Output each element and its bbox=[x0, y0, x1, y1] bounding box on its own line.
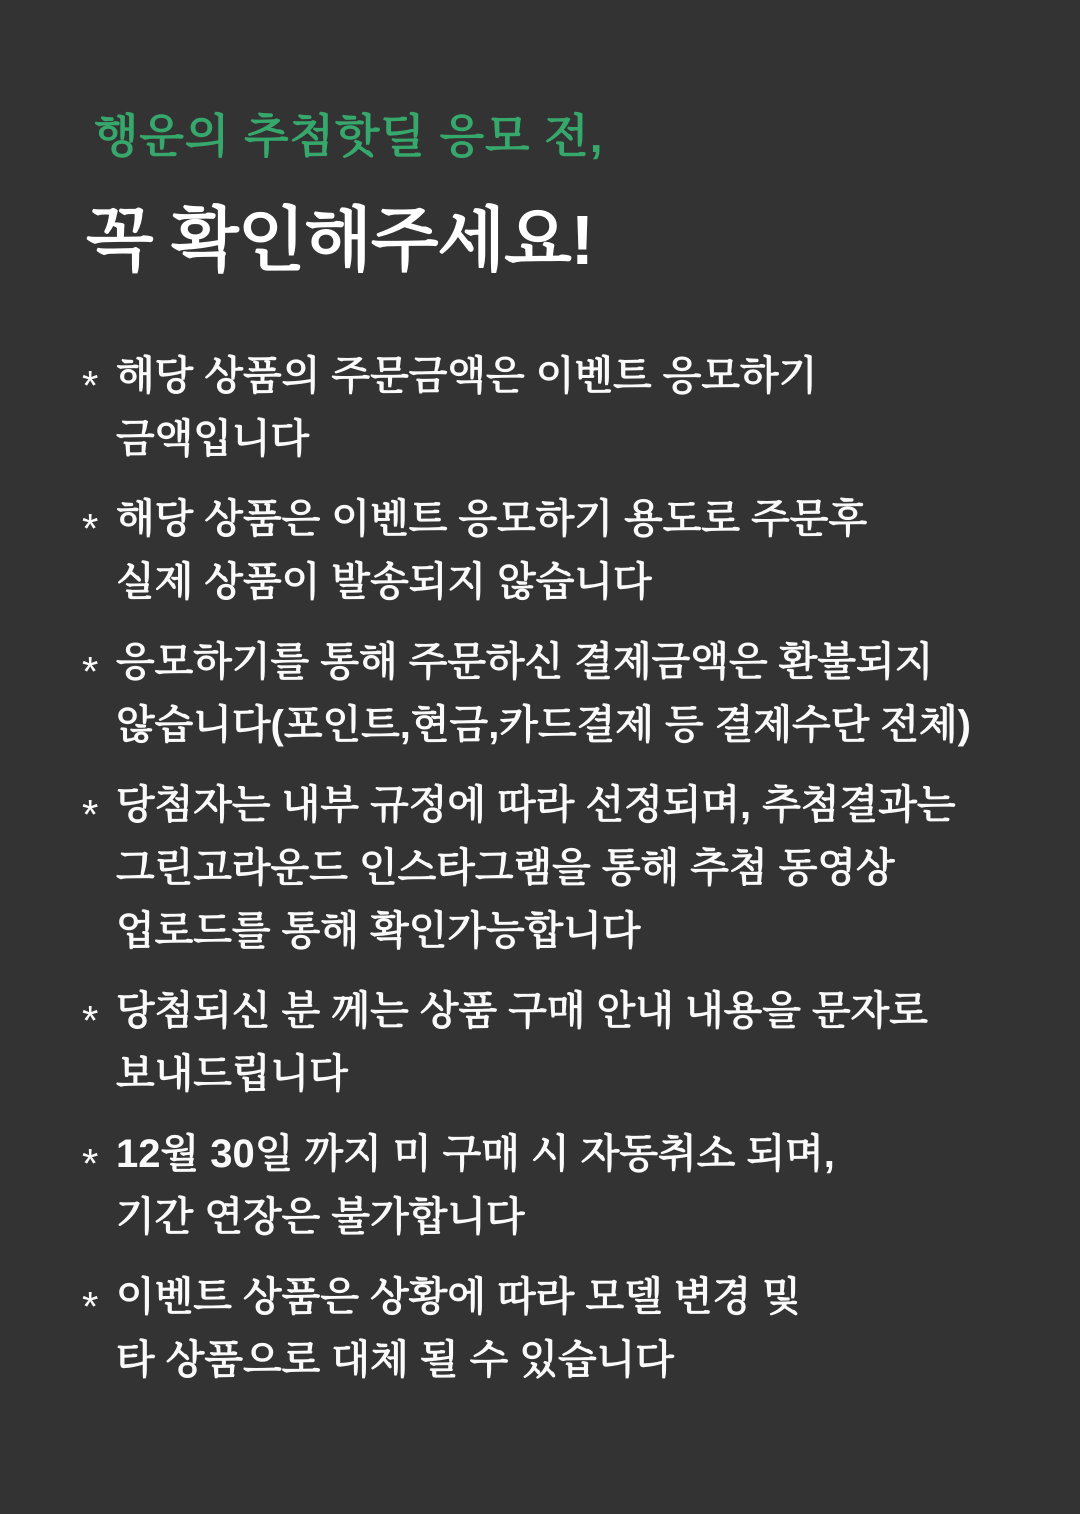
page-title: 꼭 확인해주세요! bbox=[86, 201, 594, 279]
notice-text bbox=[116, 488, 1032, 614]
notice-text bbox=[116, 631, 1032, 757]
notice-line: 당첨자는 내부 규정에 따라 선정되며, 추첨결과는 bbox=[116, 783, 956, 827]
notice-item bbox=[82, 488, 1032, 614]
notice-item bbox=[82, 1266, 1032, 1392]
notice-line: 12월 30일 까지 미 구매 시 자동취소 되며, bbox=[116, 1132, 835, 1176]
notice-line: 이벤트 상품은 상황에 따라 모델 변경 및 bbox=[116, 1275, 801, 1319]
asterisk-marker: * bbox=[82, 505, 99, 552]
notice-item bbox=[82, 774, 1032, 963]
asterisk-marker: * bbox=[82, 1283, 99, 1330]
notice-line: 보내드립니다 bbox=[116, 1052, 348, 1096]
notice-line: 타 상품으로 대체 될 수 있습니다 bbox=[116, 1338, 674, 1382]
notice-text bbox=[116, 1123, 1032, 1249]
notice-item bbox=[82, 631, 1032, 757]
notice-line: 해당 상품의 주문금액은 이벤트 응모하기 bbox=[116, 354, 818, 398]
notice-line: 않습니다(포인트,현금,카드결제 등 결제수단 전체) bbox=[116, 703, 972, 747]
notice-item bbox=[82, 1123, 1032, 1249]
notice-line: 업로드를 통해 확인가능합니다 bbox=[116, 909, 641, 953]
notice-line: 기간 연장은 불가합니다 bbox=[116, 1195, 525, 1239]
notice-text bbox=[116, 345, 1032, 471]
asterisk-marker: * bbox=[82, 997, 99, 1044]
asterisk-marker: * bbox=[82, 648, 99, 695]
notice-text bbox=[116, 1266, 1032, 1392]
notice-line: 당첨되신 분 께는 상품 구매 안내 내용을 문자로 bbox=[116, 989, 928, 1033]
notice-line: 해당 상품은 이벤트 응모하기 용도로 주문후 bbox=[116, 497, 868, 541]
asterisk-marker: * bbox=[82, 791, 99, 838]
asterisk-marker: * bbox=[82, 1140, 99, 1187]
asterisk-marker: * bbox=[82, 362, 99, 409]
notice-list bbox=[82, 345, 1032, 1392]
notice-line: 그린고라운드 인스타그램을 통해 추첨 동영상 bbox=[116, 846, 895, 890]
eyebrow-heading: 행운의 추첨핫딜 응모 전, bbox=[94, 110, 604, 162]
notice-item bbox=[82, 980, 1032, 1106]
notice-line: 금액입니다 bbox=[116, 417, 310, 461]
notice-text bbox=[116, 980, 1032, 1106]
notice-line: 응모하기를 통해 주문하신 결제금액은 환불되지 bbox=[116, 640, 934, 684]
notice-text bbox=[116, 774, 1032, 963]
notice-item bbox=[82, 345, 1032, 471]
notice-line: 실제 상품이 발송되지 않습니다 bbox=[116, 560, 652, 604]
